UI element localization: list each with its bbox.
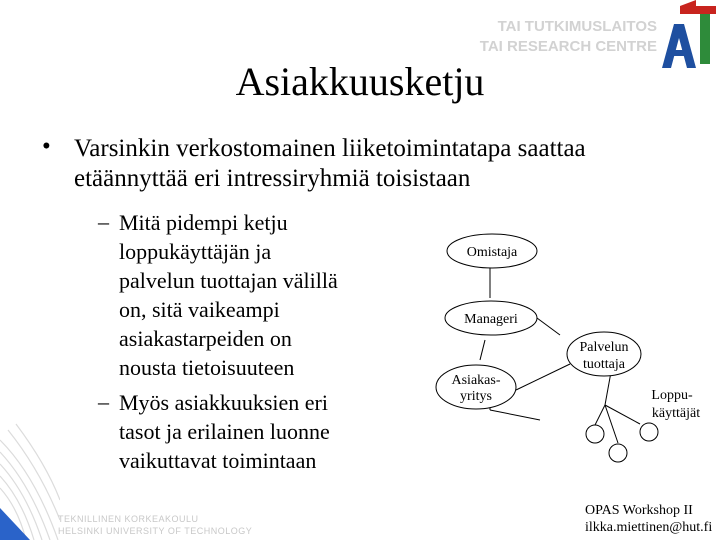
subbullet-line: vaikuttavat toimintaan: [119, 448, 317, 473]
footer-workshop: OPAS Workshop II: [585, 503, 693, 518]
end-user-circle: [586, 425, 604, 443]
bullet-line: Varsinkin verkostomainen liiketoimintatapa saattaa: [74, 135, 586, 162]
subbullet-line: tasot ja erilainen luonne: [119, 419, 330, 444]
node-asiakasyritys-label: yritys: [460, 389, 492, 404]
org-name-english: TAI RESEARCH CENTRE: [479, 38, 657, 55]
connector-line: [595, 405, 605, 425]
subbullet-line: loppukäyttäjän ja: [119, 239, 272, 264]
org-name-finnish: TAI TUTKIMUSLAITOS: [497, 18, 657, 35]
connector-line: [605, 372, 611, 405]
slide-title: Asiakkuusketju: [235, 59, 485, 104]
connector-line: [480, 340, 485, 360]
node-asiakasyritys-label: Asiakas-: [451, 373, 501, 388]
end-users-label: käyttäjät: [651, 406, 701, 421]
footer-email: ilkka.miettinen@hut.fi: [585, 520, 713, 535]
node-palvelun-label: Palvelun: [579, 340, 629, 355]
subbullet-line: on, sitä vaikeampi: [119, 297, 280, 322]
subbullet-marker: –: [98, 389, 109, 414]
footer-university-finnish: TEKNILLINEN KORKEAKOULU: [58, 514, 199, 524]
bullet-line: etäännyttää eri intressiryhmiä toisistaan: [74, 165, 471, 192]
subbullet-line: asiakastarpeiden on: [119, 326, 292, 351]
end-user-circle: [609, 444, 627, 462]
connector-line: [516, 364, 570, 390]
end-users-label: Loppu-: [651, 388, 693, 403]
subbullet-line: Mitä pidempi ketju: [119, 210, 288, 235]
connector-line: [490, 410, 540, 420]
hut-corner-graphic-icon: [0, 420, 60, 540]
bullet-marker: •: [42, 133, 51, 160]
end-user-circle: [640, 423, 658, 441]
node-palvelun-label: tuottaja: [583, 357, 625, 372]
subbullet-marker: –: [98, 209, 109, 234]
footer-university-english: HELSINKI UNIVERSITY OF TECHNOLOGY: [58, 526, 253, 536]
connector-line: [537, 318, 560, 335]
subbullet-line: nousta tietoisuuteen: [119, 355, 295, 380]
node-manageri-label: Manageri: [464, 312, 518, 327]
subbullet-line: palvelun tuottajan välillä: [119, 268, 338, 293]
subbullet-line: Myös asiakkuuksien eri: [119, 390, 328, 415]
node-omistaja-label: Omistaja: [466, 245, 518, 260]
